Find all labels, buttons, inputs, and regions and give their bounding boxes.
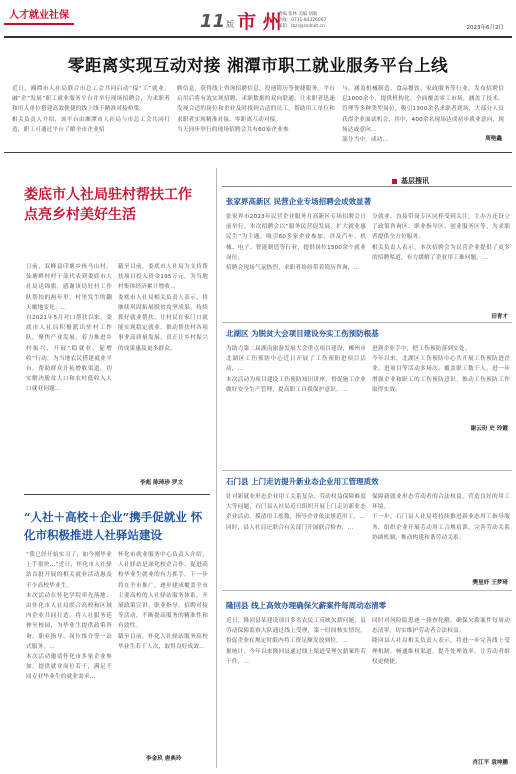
left-bottom-col-1: “我已经开始实习了，如今刚毕业上手很快…”近日，怀化市人社驿站首批开展的相关就业活动惠及不少高校毕业生。 本次活动在怀化学院率先落地，由怀化市人社局联合高校和区域内企业共同打造，将人社服务延伸至校园，为毕业生提供政策咨询、职业指导、岗位推介等一站式服务。… 本次活动邀请怀化市多家企业参加，提供就业岗位若干，满足不同专业毕业生的就业需求… [26,552,112,681]
right-item-2-col-2: 进到企业手中，把工伤预防落到实处。 今年以来，北湖区工伤预防中心共开展工伤预防进企业、进项目等活动多场次，覆盖职工数千人，进一步增强企业和职工的工伤预防意识，推动工伤预防工作取得实效。 [372,346,510,393]
lead-col-3: 与，涵盖机械制造、食品餐饮、家政服务等行业，发布招聘信息1000余个，提供机构化，全面覆盖零工市场，涵盖了技术、管理等多种类型岗位，吸引1300余名求职者到场，大部分人员获得企业面试机会，其中，400余名现场达成初步就业意向，现场达成意向… 部分当中，成功… [342,86,504,144]
left-top-col-1: 日前，双峰县印塘乡孩马山村、仙塘畔村村干部代表到娄底市人社局送锦旗，感谢该局驻村工作队帮扶的两年里，村里发生的翻天覆地变化。… 自2021年5月对口帮扶以来，娄底市人社局积极派出驻村工作队，聚焦产业发展，着力推进乡村振兴，开展“稳就业、促增收”行动，为当地农民搭建就业平台，帮助群众开拓增收渠道，切实解决脱贫人口和农村低收入人口就业问题… [26,264,112,393]
right-item-1-col-1: 张家界市2023年民营企业服务月高新区专场招聘会日前举行。本次招聘会以“服务民营促发展、扩大就业惠民生”为主题，吸引60多家企业参加，涉及汽车、机械、电子、智能制造等行业，提供岗位1500余个就业岗位。 招聘会现场气氛热烈，求职者纷纷带着简历咨询，… [226,214,366,272]
left-bottom-byline: 李金玖 唐典玲 [146,756,182,762]
right-item-3-title-text: 石门县 上门走访提升新业态企业用工管理质效 [226,477,379,486]
left-top-byline: 李彪 陈琦珍 罗文 [140,480,184,486]
lead-bottom-rule [4,152,512,153]
right-item-4-col-1: 近日，隆回县某建设项目多名农民工反映欠薪问题，县劳动保障监察大队通过线上受理，第一时间核实情况，督促企业在规定时限内将工资足额发放到位，… 据统计，今年以来隆回县通过线上渠道受理欠薪案件若干件，… [226,618,366,665]
masthead-rule [4,36,512,38]
right-item-3-byline: 樊星妤 王梦琦 [472,580,508,586]
page-number: 11 [200,11,226,32]
right-rule-2 [222,470,512,471]
right-item-4-col-2: 同时对风险隐患逐一排查化解，确保欠薪案件每周动态清零，切实维护劳动者合法权益。 隆回县人社局相关负责人表示，将进一步完善线上受理机制，畅通维权渠道，提升处理效率，让劳动者维权更便捷。 [372,618,510,665]
right-item-1-byline: 田青才 [491,314,508,320]
lead-col-1: 近日，湘潭市人社局联合市总工会共同启动“保“工”就业，融“企”发展”职工就业服务平台并举行现场招聘会，为求职者和用人单位搭建高效便捷的线上线下精准对接桥梁。 相关负责人介绍，该平台由湘潭市人社局与市总工会共同打造，职工可通过平台了解全市企业招 [12,86,170,133]
left-mid-rule [24,494,210,495]
column-divider [216,168,217,768]
right-item-3-col-2: 保障新就业形态劳动者的合法权益，营造良好的用工环境。 下一步，石门县人社局将持续推进新业态用工指导服务，组织企业开展劳动用工合规培训，完善劳动关系协调机制，推动构建和谐劳动关系。 [372,494,510,541]
right-header-rule [222,186,512,187]
brand-logo: 人才就业社保 [4,4,74,25]
left-bottom-headline: “人社＋高校＋企业”携手促就业 怀化市积极推进人社驿站建设 [24,510,203,542]
right-item-2-title [226,328,510,340]
right-item-2-byline: 谢云玢 史 玲霞 [470,426,508,432]
left-top-headline: 娄底市人社局驻村帮扶工作点亮乡村美好生活 [24,187,192,223]
right-rule-3 [222,590,512,591]
meta-editor: 责编 张林 美编 胡敏 [278,12,318,17]
masthead-meta [278,12,326,30]
meta-email: 邮箱：lbzr@rednet.cn [278,24,325,29]
right-item-4-title-text: 隆回县 线上高效办理确保欠薪案件每周动态清零 [226,601,387,610]
issue-date: 2023年6月2日 [466,25,504,31]
masthead [0,0,516,36]
right-item-1-title-text: 张家界高新区 民营企业专场招聘会成效显著 [226,197,372,206]
right-section-title: 基层搜讯 [401,177,429,185]
section-title: 市 州 [237,11,282,33]
left-bottom-col-2: 怀化市就业服务中心负责人介绍，人社驿站是深化校企合作、促进高校毕业生就业的有力抓手，下一步将在全市推广，逐步建成覆盖全市主要高校的人社驿站服务体系，开展政策宣讲、职业指导、招聘对接等活动，不断提高服务的精准性和有效性。 截至目前，怀化人社驿站服务高校毕业生若干人次，取得良好成效… [118,552,208,650]
lead-byline: 周艳鑫 [485,136,502,142]
right-item-2-col-1: 为助力第二届湖南旅游发展大会重点项目建设，郴州市北湖区工伤预防中心近日开展了工伤预防进项目活动，… 本次活动为项目建设工伤预防知识讲座，督促施工企业做好安全生产管理，提高职工自我保护意识。… [226,346,366,393]
right-item-3-col-1: 针对新就业形态企业用工关系复杂、劳动权益保障难度大等问题，石门县人社局近日组织开展上门走访新业态企业活动，摸清用工底数，指导企业依法规范用工，… 同时，县人社局还联合有关部门开展联合检查，… [226,494,366,531]
right-item-1-col-2: 分就业、直接带岗专区同样受到关注，主办方还设立了政策咨询区、职业指导区、创业服务区等，为求职者提供全方位服务。 相关负责人表示，本次招聘会为民营企业提供了更多的招聘渠道，有力缓解了企业用工难问题，… [372,214,510,261]
right-item-3-title [226,476,510,488]
lead-headline: 零距离实现互动对接 湘潭市职工就业服务平台上线 [67,56,449,75]
right-item-4-byline: 肖江平 袁坤鹏 [472,760,508,766]
lead-col-2: 聘信息，获得线上咨询招聘信息，投递简历等便捷服务。平台启用后将有效实现招聘、求职数据的双向联通，让求职者迅速发现合适的岗位和企业及时找到合适的员工，帮助用工单位和求职者实现精准对接、零距离互动对接。 当天同步举行的现场招聘会共有60家企业参 [177,86,335,133]
right-rule-1 [222,322,512,323]
meta-hotline: 热线：0731-84326007 [278,18,327,23]
right-section-header [392,176,429,186]
right-item-2-title-text: 北湖区 为脱贫大会项目建设夯实工伤预防根基 [226,329,379,338]
header-marker [392,179,397,184]
page-unit: 版 [226,20,235,29]
right-item-4-title [226,600,510,612]
page-number-block [200,9,282,33]
left-top-col-2: 截至目前，娄底市人社局为支持帮扶项目投入资金195万元，为当地村集体经济累计增收… 娄底市人社局相关负责人表示，将继续巩固拓展脱贫攻坚成果，持续抓好就业帮扶，让村民在家门口就能实现稳定就业，推动帮扶村各项事业高质量发展，真正让乡村振兴的成果惠及更多群众。 [118,264,208,352]
right-item-1-title [226,196,510,208]
